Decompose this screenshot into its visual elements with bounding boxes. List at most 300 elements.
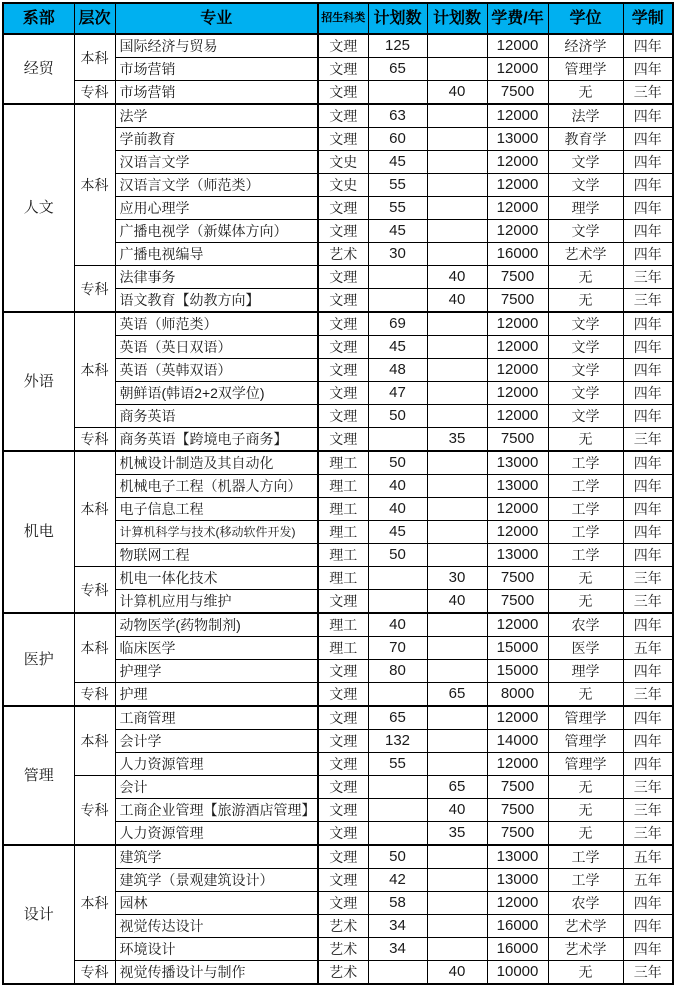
plan-benke-cell: 50 bbox=[368, 544, 427, 567]
plan-benke-cell: 50 bbox=[368, 845, 427, 869]
degree-cell: 法学 bbox=[548, 104, 623, 128]
degree-cell: 无 bbox=[548, 590, 623, 614]
degree-cell: 无 bbox=[548, 961, 623, 985]
category-cell: 文理 bbox=[318, 382, 368, 405]
major-cell: 工商管理 bbox=[115, 706, 318, 730]
major-cell: 语文教育【幼教方向】 bbox=[115, 289, 318, 313]
duration-cell: 三年 bbox=[623, 590, 673, 614]
tuition-cell: 13000 bbox=[487, 475, 548, 498]
category-cell: 文理 bbox=[318, 845, 368, 869]
table-row bbox=[3, 266, 673, 289]
major-cell: 汉语言文学（师范类） bbox=[115, 174, 318, 197]
table-row bbox=[3, 706, 673, 730]
tuition-cell: 14000 bbox=[487, 730, 548, 753]
category-cell: 文理 bbox=[318, 81, 368, 105]
enrollment-plan-table bbox=[2, 2, 674, 985]
category-cell: 文理 bbox=[318, 799, 368, 822]
level-cell: 本科 bbox=[74, 104, 115, 266]
header-degree: 学位 bbox=[548, 3, 623, 34]
duration-cell: 四年 bbox=[623, 220, 673, 243]
level-cell: 本科 bbox=[74, 613, 115, 683]
degree-cell: 工学 bbox=[548, 498, 623, 521]
degree-cell: 经济学 bbox=[548, 34, 623, 58]
degree-cell: 工学 bbox=[548, 869, 623, 892]
duration-cell: 四年 bbox=[623, 498, 673, 521]
degree-cell: 无 bbox=[548, 266, 623, 289]
plan-zhuanke-cell: 40 bbox=[427, 81, 487, 105]
degree-cell: 文学 bbox=[548, 359, 623, 382]
category-cell: 理工 bbox=[318, 521, 368, 544]
plan-benke-cell: 45 bbox=[368, 521, 427, 544]
duration-cell: 三年 bbox=[623, 683, 673, 707]
duration-cell: 四年 bbox=[623, 128, 673, 151]
duration-cell: 四年 bbox=[623, 706, 673, 730]
level-cell: 本科 bbox=[74, 706, 115, 776]
table-row bbox=[3, 776, 673, 799]
tuition-cell: 7500 bbox=[487, 428, 548, 452]
tuition-cell: 8000 bbox=[487, 683, 548, 707]
category-cell: 理工 bbox=[318, 637, 368, 660]
header-plan-zhuanke: 计划数 bbox=[427, 3, 487, 34]
degree-cell: 文学 bbox=[548, 174, 623, 197]
plan-zhuanke-cell bbox=[427, 706, 487, 730]
major-cell: 计算机应用与维护 bbox=[115, 590, 318, 614]
plan-benke-cell: 58 bbox=[368, 892, 427, 915]
degree-cell: 艺术学 bbox=[548, 915, 623, 938]
degree-cell: 无 bbox=[548, 428, 623, 452]
major-cell: 法学 bbox=[115, 104, 318, 128]
table-row bbox=[3, 81, 673, 105]
major-cell: 英语（英日双语） bbox=[115, 336, 318, 359]
plan-benke-cell: 70 bbox=[368, 637, 427, 660]
tuition-cell: 13000 bbox=[487, 128, 548, 151]
tuition-cell: 7500 bbox=[487, 776, 548, 799]
plan-benke-cell bbox=[368, 567, 427, 590]
category-cell: 文理 bbox=[318, 336, 368, 359]
category-cell: 文史 bbox=[318, 151, 368, 174]
degree-cell: 无 bbox=[548, 81, 623, 105]
major-cell: 会计 bbox=[115, 776, 318, 799]
duration-cell: 三年 bbox=[623, 822, 673, 846]
plan-zhuanke-cell bbox=[427, 58, 487, 81]
plan-benke-cell bbox=[368, 289, 427, 313]
major-cell: 护理学 bbox=[115, 660, 318, 683]
degree-cell: 工学 bbox=[548, 544, 623, 567]
header-plan-benke: 计划数 bbox=[368, 3, 427, 34]
table-row bbox=[3, 567, 673, 590]
major-cell: 计算机科学与技术(移动软件开发) bbox=[115, 521, 318, 544]
degree-cell: 管理学 bbox=[548, 706, 623, 730]
duration-cell: 四年 bbox=[623, 451, 673, 475]
tuition-cell: 13000 bbox=[487, 544, 548, 567]
tuition-cell: 15000 bbox=[487, 637, 548, 660]
plan-zhuanke-cell bbox=[427, 845, 487, 869]
duration-cell: 四年 bbox=[623, 613, 673, 637]
category-cell: 文史 bbox=[318, 174, 368, 197]
plan-zhuanke-cell bbox=[427, 869, 487, 892]
plan-zhuanke-cell bbox=[427, 128, 487, 151]
duration-cell: 四年 bbox=[623, 405, 673, 428]
category-cell: 文理 bbox=[318, 706, 368, 730]
plan-benke-cell: 42 bbox=[368, 869, 427, 892]
plan-benke-cell: 125 bbox=[368, 34, 427, 58]
level-cell: 本科 bbox=[74, 34, 115, 81]
plan-zhuanke-cell bbox=[427, 336, 487, 359]
plan-zhuanke-cell bbox=[427, 475, 487, 498]
category-cell: 艺术 bbox=[318, 938, 368, 961]
duration-cell: 五年 bbox=[623, 845, 673, 869]
plan-benke-cell: 30 bbox=[368, 243, 427, 266]
tuition-cell: 12000 bbox=[487, 359, 548, 382]
category-cell: 文理 bbox=[318, 892, 368, 915]
plan-benke-cell: 55 bbox=[368, 197, 427, 220]
tuition-cell: 16000 bbox=[487, 915, 548, 938]
category-cell: 文理 bbox=[318, 822, 368, 846]
tuition-cell: 13000 bbox=[487, 869, 548, 892]
degree-cell: 艺术学 bbox=[548, 938, 623, 961]
plan-benke-cell: 40 bbox=[368, 613, 427, 637]
major-cell: 英语（师范类） bbox=[115, 312, 318, 336]
degree-cell: 工学 bbox=[548, 845, 623, 869]
plan-zhuanke-cell: 40 bbox=[427, 590, 487, 614]
tuition-cell: 7500 bbox=[487, 567, 548, 590]
category-cell: 文理 bbox=[318, 197, 368, 220]
tuition-cell: 12000 bbox=[487, 312, 548, 336]
major-cell: 汉语言文学 bbox=[115, 151, 318, 174]
plan-zhuanke-cell bbox=[427, 104, 487, 128]
degree-cell: 医学 bbox=[548, 637, 623, 660]
major-cell: 机械设计制造及其自动化 bbox=[115, 451, 318, 475]
tuition-cell: 7500 bbox=[487, 822, 548, 846]
category-cell: 文理 bbox=[318, 104, 368, 128]
plan-zhuanke-cell: 30 bbox=[427, 567, 487, 590]
duration-cell: 四年 bbox=[623, 336, 673, 359]
degree-cell: 理学 bbox=[548, 197, 623, 220]
level-cell: 专科 bbox=[74, 776, 115, 846]
table-row bbox=[3, 451, 673, 475]
degree-cell: 无 bbox=[548, 567, 623, 590]
department-cell: 机电 bbox=[3, 451, 74, 613]
tuition-cell: 13000 bbox=[487, 845, 548, 869]
major-cell: 商务英语【跨境电子商务】 bbox=[115, 428, 318, 452]
major-cell: 视觉传达设计 bbox=[115, 915, 318, 938]
department-cell: 经贸 bbox=[3, 34, 74, 104]
plan-zhuanke-cell bbox=[427, 637, 487, 660]
tuition-cell: 12000 bbox=[487, 174, 548, 197]
major-cell: 学前教育 bbox=[115, 128, 318, 151]
major-cell: 广播电视编导 bbox=[115, 243, 318, 266]
category-cell: 文理 bbox=[318, 34, 368, 58]
department-cell: 外语 bbox=[3, 312, 74, 451]
category-cell: 文理 bbox=[318, 289, 368, 313]
plan-benke-cell: 34 bbox=[368, 938, 427, 961]
major-cell: 广播电视学（新媒体方向） bbox=[115, 220, 318, 243]
category-cell: 文理 bbox=[318, 590, 368, 614]
tuition-cell: 16000 bbox=[487, 243, 548, 266]
plan-zhuanke-cell bbox=[427, 243, 487, 266]
degree-cell: 工学 bbox=[548, 475, 623, 498]
major-cell: 应用心理学 bbox=[115, 197, 318, 220]
category-cell: 文理 bbox=[318, 220, 368, 243]
plan-benke-cell bbox=[368, 961, 427, 985]
plan-benke-cell: 47 bbox=[368, 382, 427, 405]
plan-benke-cell: 60 bbox=[368, 128, 427, 151]
plan-zhuanke-cell bbox=[427, 174, 487, 197]
duration-cell: 四年 bbox=[623, 753, 673, 776]
level-cell: 专科 bbox=[74, 683, 115, 707]
tuition-cell: 12000 bbox=[487, 892, 548, 915]
plan-benke-cell: 48 bbox=[368, 359, 427, 382]
plan-zhuanke-cell bbox=[427, 544, 487, 567]
level-cell: 专科 bbox=[74, 81, 115, 105]
duration-cell: 四年 bbox=[623, 197, 673, 220]
duration-cell: 四年 bbox=[623, 915, 673, 938]
tuition-cell: 7500 bbox=[487, 590, 548, 614]
header-level: 层次 bbox=[74, 3, 115, 34]
major-cell: 建筑学（景观建筑设计） bbox=[115, 869, 318, 892]
table-row bbox=[3, 312, 673, 336]
duration-cell: 三年 bbox=[623, 81, 673, 105]
degree-cell: 文学 bbox=[548, 336, 623, 359]
category-cell: 文理 bbox=[318, 730, 368, 753]
table-row bbox=[3, 428, 673, 452]
degree-cell: 文学 bbox=[548, 151, 623, 174]
category-cell: 文理 bbox=[318, 405, 368, 428]
duration-cell: 三年 bbox=[623, 567, 673, 590]
tuition-cell: 12000 bbox=[487, 498, 548, 521]
plan-zhuanke-cell: 65 bbox=[427, 776, 487, 799]
plan-benke-cell bbox=[368, 81, 427, 105]
duration-cell: 三年 bbox=[623, 799, 673, 822]
category-cell: 艺术 bbox=[318, 961, 368, 985]
duration-cell: 五年 bbox=[623, 637, 673, 660]
plan-benke-cell: 45 bbox=[368, 151, 427, 174]
plan-zhuanke-cell bbox=[427, 405, 487, 428]
category-cell: 理工 bbox=[318, 567, 368, 590]
plan-zhuanke-cell bbox=[427, 151, 487, 174]
plan-zhuanke-cell bbox=[427, 753, 487, 776]
plan-zhuanke-cell bbox=[427, 498, 487, 521]
major-cell: 朝鲜语(韩语2+2双学位) bbox=[115, 382, 318, 405]
category-cell: 理工 bbox=[318, 475, 368, 498]
department-cell: 管理 bbox=[3, 706, 74, 845]
degree-cell: 艺术学 bbox=[548, 243, 623, 266]
tuition-cell: 12000 bbox=[487, 104, 548, 128]
duration-cell: 五年 bbox=[623, 869, 673, 892]
duration-cell: 四年 bbox=[623, 475, 673, 498]
duration-cell: 四年 bbox=[623, 660, 673, 683]
degree-cell: 工学 bbox=[548, 451, 623, 475]
plan-benke-cell: 65 bbox=[368, 706, 427, 730]
plan-zhuanke-cell bbox=[427, 220, 487, 243]
degree-cell: 无 bbox=[548, 799, 623, 822]
plan-benke-cell: 63 bbox=[368, 104, 427, 128]
degree-cell: 文学 bbox=[548, 312, 623, 336]
degree-cell: 工学 bbox=[548, 521, 623, 544]
degree-cell: 管理学 bbox=[548, 730, 623, 753]
major-cell: 电子信息工程 bbox=[115, 498, 318, 521]
duration-cell: 四年 bbox=[623, 104, 673, 128]
major-cell: 会计学 bbox=[115, 730, 318, 753]
plan-zhuanke-cell bbox=[427, 197, 487, 220]
plan-benke-cell: 45 bbox=[368, 220, 427, 243]
major-cell: 市场营销 bbox=[115, 81, 318, 105]
tuition-cell: 12000 bbox=[487, 753, 548, 776]
header-major: 专业 bbox=[115, 3, 318, 34]
tuition-cell: 12000 bbox=[487, 34, 548, 58]
tuition-cell: 7500 bbox=[487, 81, 548, 105]
plan-zhuanke-cell bbox=[427, 613, 487, 637]
plan-benke-cell: 40 bbox=[368, 498, 427, 521]
plan-benke-cell: 50 bbox=[368, 405, 427, 428]
duration-cell: 四年 bbox=[623, 243, 673, 266]
category-cell: 理工 bbox=[318, 613, 368, 637]
plan-zhuanke-cell: 35 bbox=[427, 822, 487, 846]
plan-zhuanke-cell bbox=[427, 312, 487, 336]
table-row bbox=[3, 961, 673, 985]
plan-zhuanke-cell: 40 bbox=[427, 961, 487, 985]
plan-benke-cell bbox=[368, 776, 427, 799]
major-cell: 人力资源管理 bbox=[115, 822, 318, 846]
major-cell: 机械电子工程（机器人方向） bbox=[115, 475, 318, 498]
level-cell: 专科 bbox=[74, 961, 115, 985]
category-cell: 文理 bbox=[318, 266, 368, 289]
plan-benke-cell: 80 bbox=[368, 660, 427, 683]
table-row bbox=[3, 683, 673, 707]
table-row bbox=[3, 845, 673, 869]
header-category: 招生科类 bbox=[318, 3, 368, 34]
table-body bbox=[3, 34, 673, 984]
duration-cell: 四年 bbox=[623, 521, 673, 544]
degree-cell: 教育学 bbox=[548, 128, 623, 151]
category-cell: 文理 bbox=[318, 312, 368, 336]
major-cell: 环境设计 bbox=[115, 938, 318, 961]
tuition-cell: 12000 bbox=[487, 58, 548, 81]
major-cell: 人力资源管理 bbox=[115, 753, 318, 776]
degree-cell: 农学 bbox=[548, 613, 623, 637]
plan-benke-cell: 34 bbox=[368, 915, 427, 938]
duration-cell: 三年 bbox=[623, 961, 673, 985]
degree-cell: 无 bbox=[548, 822, 623, 846]
duration-cell: 四年 bbox=[623, 544, 673, 567]
major-cell: 市场营销 bbox=[115, 58, 318, 81]
tuition-cell: 12000 bbox=[487, 336, 548, 359]
degree-cell: 管理学 bbox=[548, 753, 623, 776]
major-cell: 商务英语 bbox=[115, 405, 318, 428]
plan-zhuanke-cell bbox=[427, 730, 487, 753]
duration-cell: 四年 bbox=[623, 892, 673, 915]
plan-benke-cell bbox=[368, 266, 427, 289]
major-cell: 国际经济与贸易 bbox=[115, 34, 318, 58]
tuition-cell: 12000 bbox=[487, 151, 548, 174]
duration-cell: 三年 bbox=[623, 289, 673, 313]
duration-cell: 四年 bbox=[623, 151, 673, 174]
plan-benke-cell bbox=[368, 822, 427, 846]
department-cell: 设计 bbox=[3, 845, 74, 984]
plan-benke-cell bbox=[368, 428, 427, 452]
plan-zhuanke-cell: 40 bbox=[427, 266, 487, 289]
tuition-cell: 10000 bbox=[487, 961, 548, 985]
major-cell: 英语（英韩双语） bbox=[115, 359, 318, 382]
plan-benke-cell: 50 bbox=[368, 451, 427, 475]
plan-benke-cell: 55 bbox=[368, 753, 427, 776]
plan-zhuanke-cell: 40 bbox=[427, 289, 487, 313]
category-cell: 文理 bbox=[318, 660, 368, 683]
level-cell: 本科 bbox=[74, 845, 115, 961]
plan-zhuanke-cell: 40 bbox=[427, 799, 487, 822]
tuition-cell: 12000 bbox=[487, 405, 548, 428]
category-cell: 理工 bbox=[318, 544, 368, 567]
category-cell: 文理 bbox=[318, 776, 368, 799]
level-cell: 专科 bbox=[74, 266, 115, 313]
duration-cell: 四年 bbox=[623, 359, 673, 382]
major-cell: 园林 bbox=[115, 892, 318, 915]
category-cell: 文理 bbox=[318, 753, 368, 776]
header-tuition: 学费/年 bbox=[487, 3, 548, 34]
degree-cell: 文学 bbox=[548, 220, 623, 243]
tuition-cell: 12000 bbox=[487, 382, 548, 405]
major-cell: 护理 bbox=[115, 683, 318, 707]
plan-benke-cell: 65 bbox=[368, 58, 427, 81]
duration-cell: 三年 bbox=[623, 776, 673, 799]
tuition-cell: 12000 bbox=[487, 613, 548, 637]
duration-cell: 四年 bbox=[623, 730, 673, 753]
duration-cell: 四年 bbox=[623, 58, 673, 81]
major-cell: 临床医学 bbox=[115, 637, 318, 660]
tuition-cell: 12000 bbox=[487, 220, 548, 243]
tuition-cell: 7500 bbox=[487, 799, 548, 822]
duration-cell: 四年 bbox=[623, 938, 673, 961]
level-cell: 本科 bbox=[74, 312, 115, 428]
tuition-cell: 12000 bbox=[487, 521, 548, 544]
header-department: 系部 bbox=[3, 3, 74, 34]
major-cell: 法律事务 bbox=[115, 266, 318, 289]
plan-zhuanke-cell bbox=[427, 892, 487, 915]
degree-cell: 无 bbox=[548, 289, 623, 313]
header-duration: 学制 bbox=[623, 3, 673, 34]
level-cell: 本科 bbox=[74, 451, 115, 567]
category-cell: 理工 bbox=[318, 498, 368, 521]
header-row bbox=[3, 3, 673, 34]
plan-zhuanke-cell bbox=[427, 521, 487, 544]
degree-cell: 文学 bbox=[548, 382, 623, 405]
plan-zhuanke-cell: 35 bbox=[427, 428, 487, 452]
plan-benke-cell bbox=[368, 590, 427, 614]
plan-benke-cell: 45 bbox=[368, 336, 427, 359]
tuition-cell: 7500 bbox=[487, 266, 548, 289]
level-cell: 专科 bbox=[74, 428, 115, 452]
plan-zhuanke-cell bbox=[427, 660, 487, 683]
category-cell: 文理 bbox=[318, 683, 368, 707]
tuition-cell: 15000 bbox=[487, 660, 548, 683]
plan-zhuanke-cell bbox=[427, 938, 487, 961]
major-cell: 动物医学(药物制剂) bbox=[115, 613, 318, 637]
plan-benke-cell: 40 bbox=[368, 475, 427, 498]
category-cell: 文理 bbox=[318, 428, 368, 452]
major-cell: 工商企业管理【旅游酒店管理】 bbox=[115, 799, 318, 822]
tuition-cell: 12000 bbox=[487, 197, 548, 220]
category-cell: 文理 bbox=[318, 869, 368, 892]
category-cell: 艺术 bbox=[318, 915, 368, 938]
degree-cell: 无 bbox=[548, 776, 623, 799]
degree-cell: 文学 bbox=[548, 405, 623, 428]
plan-benke-cell bbox=[368, 683, 427, 707]
plan-benke-cell: 69 bbox=[368, 312, 427, 336]
tuition-cell: 13000 bbox=[487, 451, 548, 475]
table-row bbox=[3, 34, 673, 58]
plan-zhuanke-cell bbox=[427, 382, 487, 405]
major-cell: 视觉传播设计与制作 bbox=[115, 961, 318, 985]
